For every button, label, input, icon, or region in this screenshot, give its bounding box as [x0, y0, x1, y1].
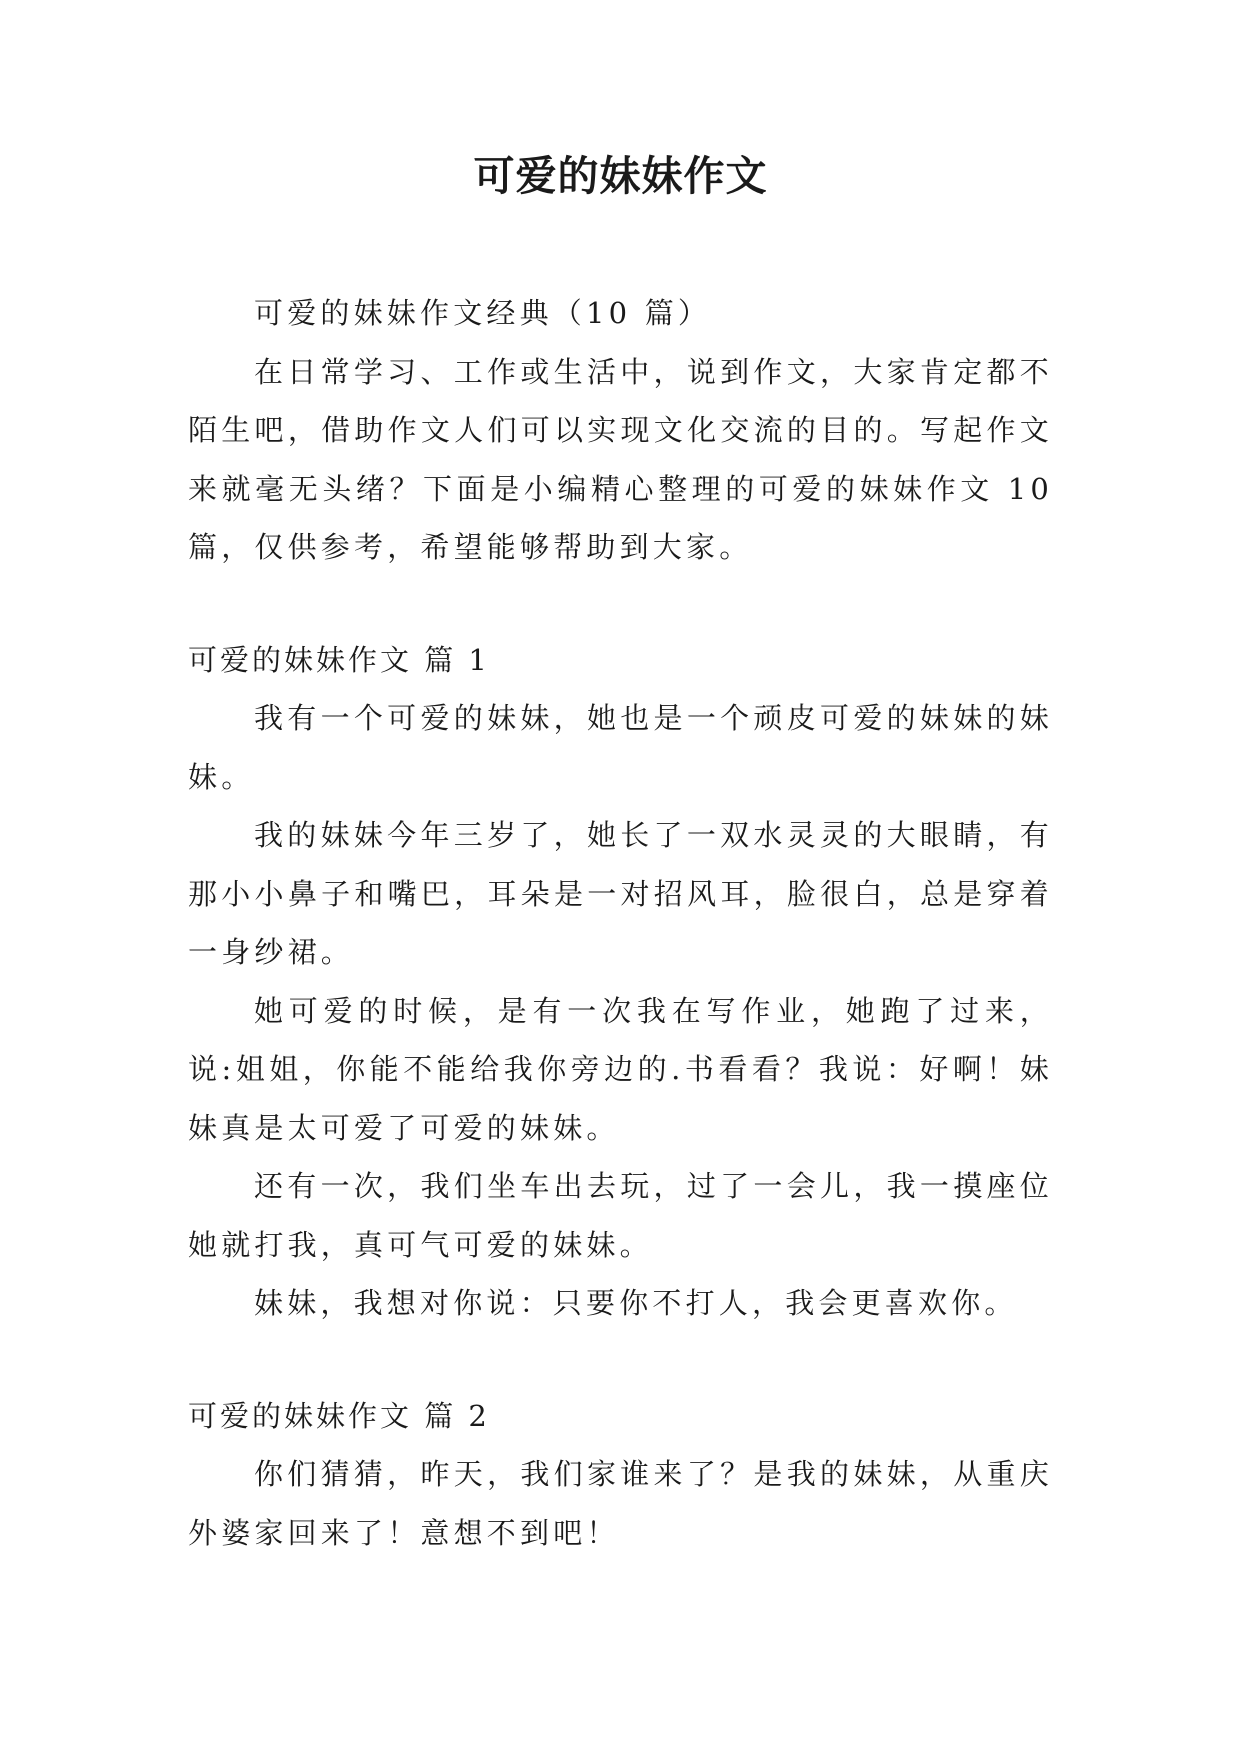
section-1-paragraph-3: 她可爱的时候，是有一次我在写作业，她跑了过来，说:姐姐，你能不能给我你旁边的.书看看？我说：好啊！妹妹真是太可爱了可爱的妹妹。 [188, 993, 1053, 1145]
section-1-paragraph-4: 还有一次，我们坐车出去玩，过了一会儿，我一摸座位她就打我，真可气可爱的妹妹。 [188, 1169, 1053, 1262]
intro-paragraph: 在日常学习、工作或生活中，说到作文，大家肯定都不陌生吧，借助作文人们可以实现文化交流的目的。写起作文来就毫无头绪？下面是小编精心整理的可爱的妹妹作文 10 篇，仅供参考，希望能够帮助到大家。 [188, 354, 1053, 564]
section-heading-2: 可爱的妹妹作文 篇 2 [188, 1398, 490, 1433]
document-body [188, 284, 1053, 1562]
section-spacer [188, 577, 1053, 631]
section-2-paragraph-1: 你们猜猜，昨天，我们家谁来了？是我的妹妹，从重庆外婆家回来了！意想不到吧！ [188, 1457, 1053, 1550]
section-1-paragraph-1: 我有一个可爱的妹妹，她也是一个顽皮可爱的妹妹的妹妹。 [188, 701, 1053, 794]
section-1-paragraph-5: 妹妹，我想对你说：只要你不打人，我会更喜欢你。 [254, 1286, 1018, 1320]
document-title: 可爱的妹妹作文 [473, 152, 768, 200]
section-1-paragraph-2: 我的妹妹今年三岁了，她长了一双水灵灵的大眼睛，有那小小鼻子和嘴巴，耳朵是一对招风耳，脸很白，总是穿着一身纱裙。 [188, 818, 1053, 969]
section-spacer [188, 1333, 1053, 1387]
section-heading-1: 可爱的妹妹作文 篇 1 [188, 642, 490, 677]
document-subtitle: 可爱的妹妹作文经典（10 篇） [254, 296, 712, 330]
